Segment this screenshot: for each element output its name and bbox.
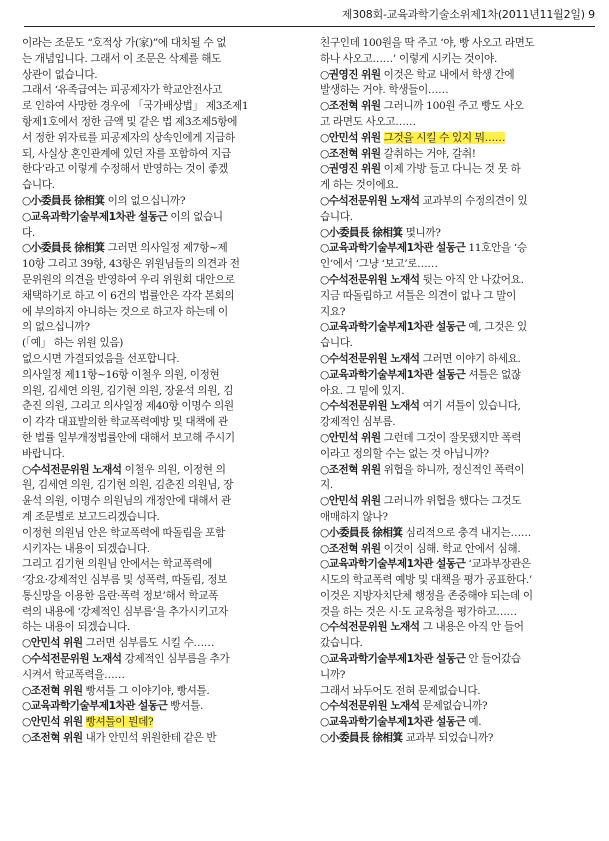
- speaker-name: ○안민석 위원: [320, 495, 381, 508]
- line-text: 그런데 그것이 잘못됐지만 폭력: [380, 431, 522, 444]
- line-text: 위협을 하니까, 정신적인 폭력이: [380, 463, 525, 476]
- line-text: 이것은 학교 내에서 학생 간에: [380, 68, 515, 81]
- line-text: 한다’라고 이렇게 수정해서 반영하는 것이 좋겠: [22, 163, 228, 176]
- text-line: [22, 178, 296, 194]
- text-line: [320, 431, 590, 447]
- text-line: [22, 194, 296, 210]
- line-text: 시켜서 학교폭력을……: [22, 668, 125, 681]
- text-line: [22, 526, 296, 542]
- line-text: 그러니까 위협을 했다는 그것도: [380, 495, 522, 508]
- text-line: [320, 605, 590, 621]
- text-line: [320, 162, 590, 178]
- line-text: 의사일정 제11항∼16항 이철우 의원, 이정현: [22, 368, 220, 381]
- highlighted-text: 빵셔틀이 뭔데?: [85, 716, 154, 729]
- line-text: 이의 없으십니까?: [104, 194, 186, 207]
- line-text: 빵셔틀.: [167, 700, 204, 713]
- line-text: 갈취하는 거야, 갈취!: [380, 147, 476, 160]
- text-line: [320, 510, 590, 526]
- line-text: 습니다.: [320, 210, 353, 223]
- line-text: 안 들어갔습: [465, 653, 521, 666]
- text-line: [320, 478, 590, 494]
- text-line: [320, 194, 590, 210]
- line-text: 빵셔틀 그 이야기야, 빵셔틀.: [82, 684, 210, 697]
- speaker-name: ○수석전문위원 노재석: [320, 352, 420, 365]
- text-line: [320, 715, 590, 731]
- text-line: [22, 241, 296, 257]
- speaker-name: ○안민석 위원: [22, 637, 83, 650]
- line-text: 원, 김세연 의원, 김기현 의원, 김춘진 의원님, 장: [22, 479, 234, 492]
- text-line: [320, 226, 590, 242]
- speaker-name: ○수석전문위원 노재석: [320, 273, 420, 286]
- text-line: [22, 573, 296, 589]
- speaker-name: ○교육과학기술부제1차관 설동근: [320, 653, 466, 666]
- line-text: 없으시면 가결되었음을 선포합니다.: [22, 352, 180, 365]
- text-line: [22, 226, 296, 242]
- line-text: 이의 없습니: [167, 210, 223, 223]
- line-text: 것을 하는 것은 시·도 교육청을 평가하고……: [320, 605, 517, 618]
- speaker-name: ○조전혁 위원: [320, 147, 381, 160]
- text-line: [22, 83, 296, 99]
- speaker-name: ○小委員長 徐相箕: [22, 242, 105, 255]
- text-line: [320, 463, 590, 479]
- line-text: 11호안을 ‘승: [465, 242, 527, 255]
- text-line: [320, 526, 590, 542]
- line-text: 이라고 정의할 수는 없는 것 아닙니까?: [320, 447, 489, 460]
- text-line: [22, 699, 296, 715]
- speaker-name: ○권영진 위원: [320, 68, 381, 81]
- text-line: [320, 257, 590, 273]
- text-line: [320, 636, 590, 652]
- text-line: [22, 273, 296, 289]
- line-text: 10항 그리고 39항, 43항은 위원님들의 의견과 전: [22, 258, 240, 271]
- text-line: [22, 415, 296, 431]
- text-line: [22, 115, 296, 131]
- line-text: 다.: [22, 226, 35, 239]
- speaker-name: ○小委員長 徐相箕: [22, 194, 105, 207]
- line-text: 그래서 ‘유족급여는 피공제자가 학교안전사고: [22, 84, 222, 97]
- text-line: [320, 731, 590, 747]
- line-text: 게 하는 것이에요.: [320, 179, 399, 192]
- text-line: [22, 384, 296, 400]
- line-text: 하나 사오고……’ 이렇게 시키는 것이야.: [320, 52, 497, 65]
- line-text: 의원, 김세연 의원, 김기현 의원, 장윤석 의원, 김: [22, 384, 234, 397]
- speaker-name: ○안민석 위원: [320, 131, 381, 144]
- text-line: [320, 147, 590, 163]
- text-line: [22, 510, 296, 526]
- line-text: (「예」 하는 위원 있음): [22, 337, 123, 350]
- text-line: [22, 494, 296, 510]
- text-line: [320, 289, 590, 305]
- speaker-name: ○小委員長 徐相箕: [320, 226, 403, 239]
- line-text: 아요. 그 밑에 있지.: [320, 384, 405, 397]
- text-line: [22, 352, 296, 368]
- page-header: [24, 0, 595, 27]
- speaker-name: ○교육과학기술부제1차관 설동근: [320, 716, 466, 729]
- speaker-name: ○小委員長 徐相箕: [320, 732, 403, 745]
- text-line: [22, 305, 296, 321]
- line-text: 내가 안민석 위원한테 같은 반: [82, 732, 217, 745]
- text-line: [320, 384, 590, 400]
- line-text: 그래서 놔두어도 전혀 문제없습니다.: [320, 684, 481, 697]
- line-text: 항제1호에서 정한 금액 및 같은 법 제3조제5항에: [22, 115, 238, 128]
- line-text: 지요?: [320, 305, 346, 318]
- line-text: 그리고 김기현 의원님 안에서는 학교폭력에: [22, 558, 212, 571]
- line-text: 그러면 의사일정 제7항∼제: [104, 242, 228, 255]
- text-line: [22, 399, 296, 415]
- text-line: [320, 83, 590, 99]
- line-text: 셔틀은 없잖: [465, 368, 521, 381]
- text-line: [320, 210, 590, 226]
- line-text: 습니다.: [22, 179, 55, 192]
- line-text: 력의 내용에 ‘강제적인 심부름’을 추가시키고자: [22, 605, 228, 618]
- line-text: 발생하는 거야. 학생들이……: [320, 84, 449, 97]
- text-line: [22, 668, 296, 684]
- speaker-name: ○조전혁 위원: [320, 542, 381, 555]
- text-line: [22, 684, 296, 700]
- text-line: [320, 52, 590, 68]
- speaker-name: ○수석전문위원 노재석: [320, 621, 420, 634]
- line-text: 친구인데 100원을 딱 주고 ‘야, 빵 사오고 라면도: [320, 37, 535, 49]
- line-text: 바랍니다.: [22, 447, 65, 460]
- speaker-name: ○수석전문위원 노재석: [22, 653, 122, 666]
- text-line: [22, 257, 296, 273]
- text-line: [22, 210, 296, 226]
- text-line: [22, 147, 296, 163]
- text-line: [22, 605, 296, 621]
- line-text: 몇니까?: [402, 226, 441, 239]
- line-text: 채택하기로 하고 이 6건의 법률안은 각각 본회의: [22, 289, 235, 302]
- text-line: [320, 542, 590, 558]
- line-text: 예.: [465, 716, 482, 729]
- text-line: [320, 115, 590, 131]
- text-line: [22, 431, 296, 447]
- text-line: [320, 178, 590, 194]
- line-text: 계 조문별로 보고드리겠습니다.: [22, 510, 160, 523]
- line-text: 그러니까 100원 주고 빵도 사오: [380, 100, 524, 113]
- line-text: ‘강요·강제적인 심부름 및 성폭력, 따돌림, 정보: [22, 574, 228, 587]
- text-line: [320, 494, 590, 510]
- line-text: 지금 따돌림하고 셔틀은 의견이 없나 그 말이: [320, 289, 517, 302]
- text-line: [320, 447, 590, 463]
- text-line: [320, 241, 590, 257]
- speaker-name: ○小委員長 徐相箕: [320, 526, 403, 539]
- highlighted-text: 그것을 시킬 수 있지 뭐……: [383, 131, 506, 144]
- text-line: [320, 668, 590, 684]
- text-line: [22, 589, 296, 605]
- speaker-name: ○수석전문위원 노재석: [320, 194, 420, 207]
- line-text: 윤석 의원, 이명수 의원님의 개정안에 대해서 관: [22, 495, 231, 508]
- text-line: [320, 352, 590, 368]
- text-line: [22, 320, 296, 336]
- line-text: 뒷는 아직 안 나갔어요.: [419, 273, 524, 286]
- text-line: [22, 636, 296, 652]
- text-line: [320, 699, 590, 715]
- speaker-name: ○권영진 위원: [320, 163, 381, 176]
- line-text: 심리적으로 충격 내지는……: [402, 526, 531, 539]
- line-text: 교과부의 수정의견이 있: [419, 194, 528, 207]
- text-line: [22, 289, 296, 305]
- text-line: [320, 99, 590, 115]
- text-line: [22, 99, 296, 115]
- text-line: [320, 573, 590, 589]
- speaker-name: ○수석전문위원 노재석: [22, 463, 122, 476]
- line-text: 춘진 의원, 그리고 의사일정 제40항 이명수 의원: [22, 400, 234, 413]
- text-line: [22, 715, 296, 731]
- text-line: [22, 36, 296, 52]
- text-line: [320, 589, 590, 605]
- text-line: [22, 336, 296, 352]
- text-line: [22, 131, 296, 147]
- line-text: 애매하지 않나?: [320, 510, 388, 523]
- text-line: [22, 557, 296, 573]
- line-text: 예, 그것은 있: [465, 321, 527, 334]
- line-text: 교과부 되었습니까?: [402, 732, 494, 745]
- line-text: 서 정한 위자료를 피공제자의 상속인에게 지급하: [22, 131, 235, 144]
- speaker-name: ○교육과학기술부제1차관 설동근: [22, 700, 168, 713]
- text-line: [22, 368, 296, 384]
- text-line: [320, 557, 590, 573]
- line-text: 이 각각 대표발의한 학교폭력예방 및 대책에 관: [22, 416, 228, 429]
- line-text: 갔습니다.: [320, 637, 363, 650]
- line-text: 시키자는 내용이 되겠습니다.: [22, 542, 150, 555]
- speaker-name: ○교육과학기술부제1차관 설동근: [320, 558, 466, 571]
- speaker-name: ○교육과학기술부제1차관 설동근: [320, 321, 466, 334]
- line-text: 강제적인 심부름을 추가: [121, 653, 230, 666]
- line-text: 하는 내용이 되겠습니다.: [22, 621, 130, 634]
- line-text: 인’에서 ‘그냥 ‘보고’로……: [320, 258, 438, 271]
- speaker-name: ○수석전문위원 노재석: [320, 400, 420, 413]
- line-text: 의 없으십니까?: [22, 321, 90, 334]
- line-text: 되, 사실상 혼인관계에 있던 자를 포함하여 지급: [22, 147, 231, 160]
- line-text: 로 인하여 사망한 경우에 「국가배상법」 제3조제1: [22, 100, 249, 113]
- speaker-name: ○조전혁 위원: [22, 684, 83, 697]
- line-text: 이라는 조문도 “호적상 가(家)”에 대치될 수 없: [22, 37, 227, 49]
- text-line: [320, 684, 590, 700]
- speaker-name: ○조전혁 위원: [320, 100, 381, 113]
- text-line: [320, 320, 590, 336]
- speaker-name: ○교육과학기술부제1차관 설동근: [320, 368, 466, 381]
- text-line: [22, 478, 296, 494]
- text-line: [320, 399, 590, 415]
- right-column: [320, 36, 590, 841]
- text-line: [320, 415, 590, 431]
- line-text: 습니다.: [320, 337, 353, 350]
- text-line: [320, 68, 590, 84]
- line-text: ‘교과부장관은: [465, 558, 531, 571]
- line-text: 상관이 없습니다.: [22, 68, 98, 81]
- speaker-name: ○교육과학기술부제1차관 설동근: [22, 210, 168, 223]
- speaker-name: ○조전혁 위원: [22, 732, 83, 745]
- line-text: 고 라면도 사오고……: [320, 115, 416, 128]
- line-text: 문위원의 의견을 반영하여 우리 위원회 대안으로: [22, 273, 235, 286]
- line-text: 강제적인 심부름.: [320, 416, 396, 429]
- text-line: [22, 463, 296, 479]
- text-line: [22, 652, 296, 668]
- text-line: [320, 36, 590, 52]
- line-text: 통신망을 이용한 음란·폭력 정보’해서 학교폭: [22, 589, 219, 602]
- left-column: [22, 36, 296, 841]
- speaker-name: ○수석전문위원 노재석: [320, 700, 420, 713]
- line-text: 이정현 의원님 안은 학교폭력에 따돌림을 포함: [22, 526, 225, 539]
- line-text: 여기 셔틀이 있습니다,: [419, 400, 521, 413]
- text-line: [320, 368, 590, 384]
- line-text: 문제없습니까?: [419, 700, 488, 713]
- text-line: [22, 447, 296, 463]
- text-line: [320, 652, 590, 668]
- text-line: [320, 336, 590, 352]
- line-text: 이제 가방 들고 다니는 것 못 하: [380, 163, 521, 176]
- speaker-name: ○교육과학기술부제1차관 설동근: [320, 242, 466, 255]
- line-text: 그 내용은 아직 안 들어: [419, 621, 524, 634]
- text-line: [22, 731, 296, 747]
- line-text: 지.: [320, 479, 333, 492]
- text-line: [22, 162, 296, 178]
- line-text: 그러면 심부름도 시킬 수……: [82, 637, 215, 650]
- line-text: 는 개념입니다. 그래서 이 조문은 삭제를 해도: [22, 52, 222, 65]
- text-line: [22, 620, 296, 636]
- text-line: [320, 305, 590, 321]
- line-text: 니까?: [320, 668, 346, 681]
- text-line: [320, 131, 590, 147]
- speaker-name: ○안민석 위원: [22, 716, 83, 729]
- text-line: [22, 68, 296, 84]
- line-text: 이것이 심해. 학교 안에서 심해.: [380, 542, 521, 555]
- text-line: [320, 620, 590, 636]
- line-text: 이것은 지방자치단체 행정을 존중해야 되는데 이: [320, 589, 533, 602]
- text-line: [320, 273, 590, 289]
- line-text: 그러면 이야기 하세요.: [419, 352, 521, 365]
- header-text: 제308회-교육과학기술소위제1차(2011년11월2일) 9: [341, 8, 595, 21]
- text-line: [22, 52, 296, 68]
- line-text: 에 부의하지 아니하는 것으로 하고자 하는데 이: [22, 305, 228, 318]
- text-line: [22, 542, 296, 558]
- speaker-name: ○조전혁 위원: [320, 463, 381, 476]
- line-text: 이철우 의원, 이정현 의: [121, 463, 226, 476]
- line-text: 시도의 학교폭력 예방 및 대책을 평가 공표한다.’: [320, 574, 532, 587]
- speaker-name: ○안민석 위원: [320, 431, 381, 444]
- line-text: 한 법률 일부개정법률안에 대해서 보고해 주시기: [22, 431, 235, 444]
